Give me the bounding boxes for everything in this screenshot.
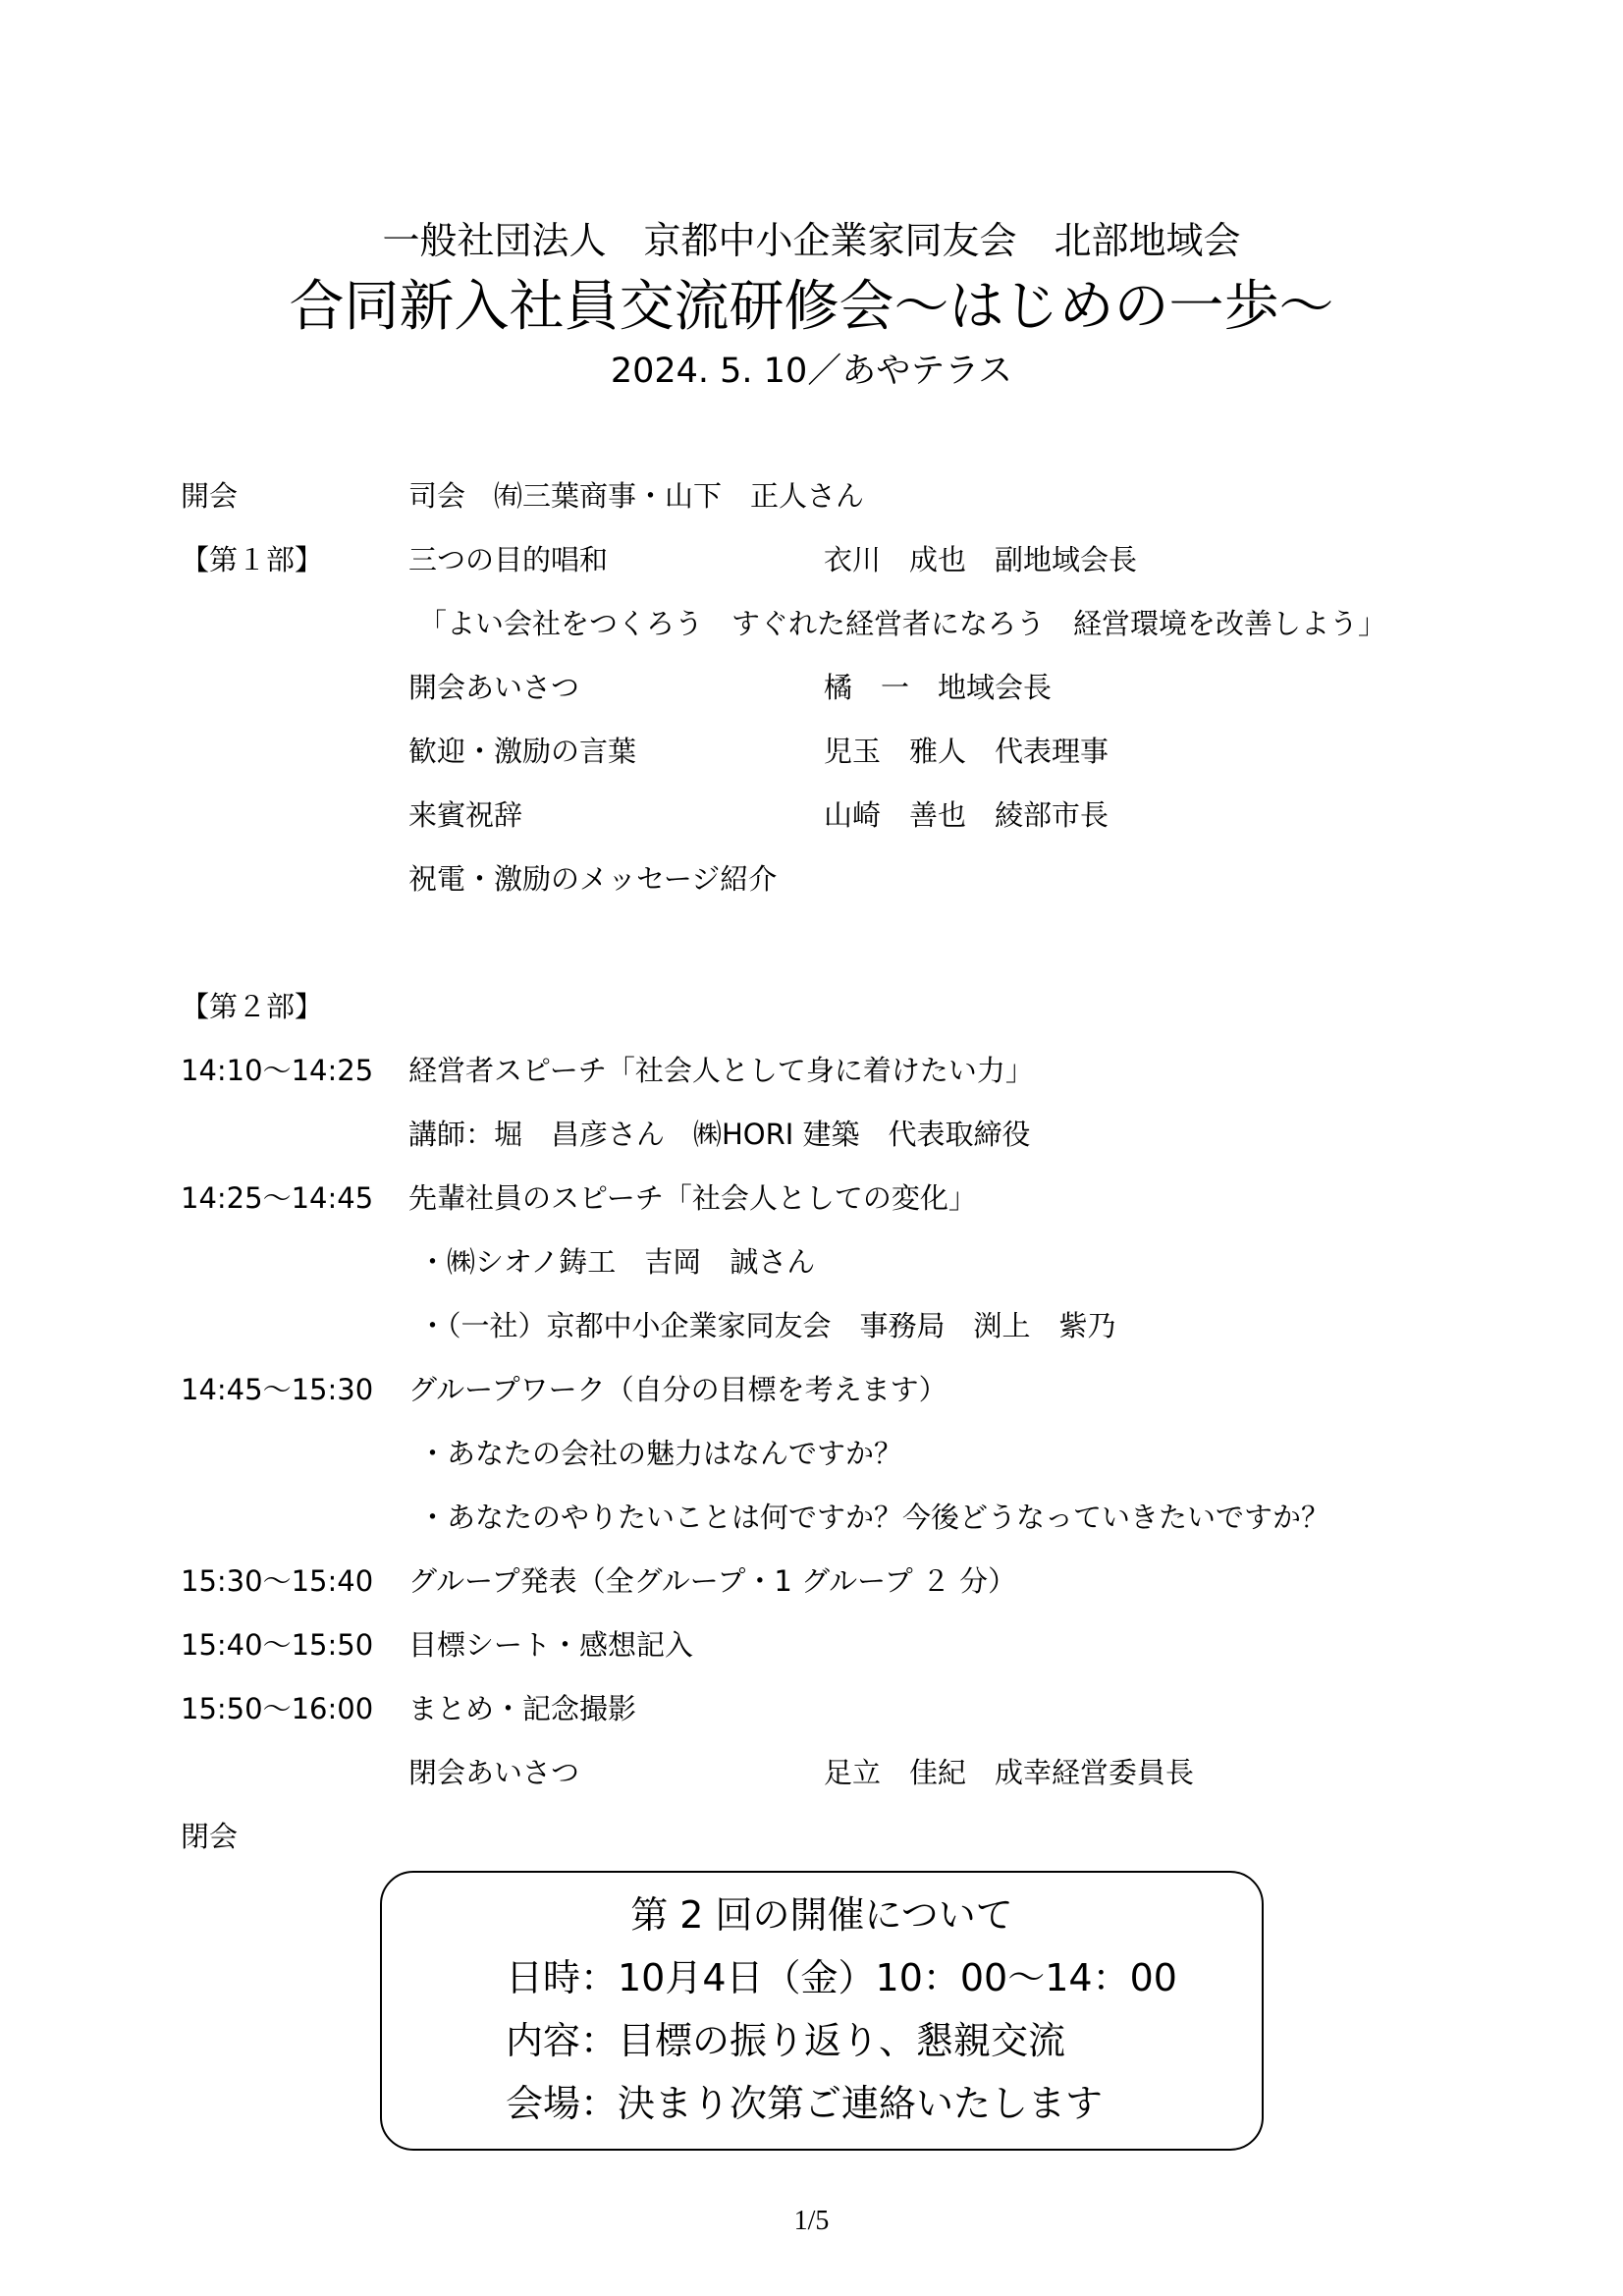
session-detail: ・あなたの会社の魅力はなんですか？ xyxy=(418,1437,903,1470)
session-time: 14:25～14:45 xyxy=(181,1181,374,1215)
page-title: 合同新入社員交流研修会～はじめの一歩～ xyxy=(289,275,1334,339)
session-title: グループ発表（全グループ・1 グループ ２ 分） xyxy=(408,1564,1017,1598)
notice-venue: 会場：決まり次第ご連絡いたします xyxy=(506,2082,1104,2125)
session-time: 15:50～16:00 xyxy=(181,1692,374,1725)
session-detail: 講師：堀 昌彦さん ㈱HORI 建築 代表取締役 xyxy=(408,1118,1031,1151)
event-date-venue: 2024. 5. 10／あやテラス xyxy=(610,352,1013,391)
part1-item-person: 山崎 善也 綾部市長 xyxy=(824,798,1109,832)
next-session-notice xyxy=(380,1871,1264,2151)
notice-datetime: 日時：10月4日（金）10：00～14：00 xyxy=(506,1956,1177,1999)
session-title: 経営者スピーチ「社会人として身に着けたい力」 xyxy=(408,1054,1034,1087)
closing-greeting-title: 閉会あいさつ xyxy=(408,1756,580,1789)
three-purposes-text: 「よい会社をつくろう すぐれた経営者になろう 経営環境を改善しよう」 xyxy=(418,607,1387,640)
opening-label: 開会 xyxy=(181,479,239,513)
notice-content: 内容：目標の振り返り、懇親交流 xyxy=(506,2019,1066,2062)
session-time: 14:45～15:30 xyxy=(181,1373,374,1406)
mc-name: 司会 ㈲三葉商事・山下 正人さん xyxy=(408,479,865,513)
session-title: まとめ・記念撮影 xyxy=(408,1692,637,1725)
session-detail: ・㈱シオノ鋳工 吉岡 誠さん xyxy=(418,1245,816,1279)
session-detail: ・（一社）京都中小企業家同友会 事務局 渕上 紫乃 xyxy=(418,1309,1116,1342)
part1-item-title: 祝電・激励のメッセージ紹介 xyxy=(408,862,778,896)
part1-item-person: 衣川 成也 副地域会長 xyxy=(824,543,1138,576)
closing-label: 閉会 xyxy=(181,1820,239,1853)
part1-item-title: 歓迎・激励の言葉 xyxy=(408,735,637,768)
part1-item-title: 開会あいさつ xyxy=(408,671,580,704)
notice-title: 第 2 回の開催について xyxy=(630,1893,1013,1937)
session-detail: ・あなたのやりたいことは何ですか？今後どうなっていきたいですか？ xyxy=(418,1501,1330,1534)
part1-item-title: 三つの目的唱和 xyxy=(408,543,609,576)
part1-item-person: 児玉 雅人 代表理事 xyxy=(824,735,1109,768)
session-time: 15:40～15:50 xyxy=(181,1628,374,1662)
part1-item-title: 来賓祝辞 xyxy=(408,798,523,832)
part1-label: 【第１部】 xyxy=(181,543,324,576)
session-title: 目標シート・感想記入 xyxy=(408,1628,694,1662)
part1-item-person: 橘 一 地域会長 xyxy=(824,671,1053,704)
session-title: 先輩社員のスピーチ「社会人としての変化」 xyxy=(408,1181,977,1215)
session-time: 14:10～14:25 xyxy=(181,1054,374,1087)
session-title: グループワーク（自分の目標を考えます） xyxy=(408,1373,947,1406)
closing-greeting-person: 足立 佳紀 成幸経営委員長 xyxy=(824,1756,1195,1789)
organization-name: 一般社団法人 京都中小企業家同友会 北部地域会 xyxy=(382,219,1241,262)
page-number: 1/5 xyxy=(793,2206,830,2236)
part2-label: 【第２部】 xyxy=(181,990,324,1023)
session-time: 15:30～15:40 xyxy=(181,1564,374,1598)
